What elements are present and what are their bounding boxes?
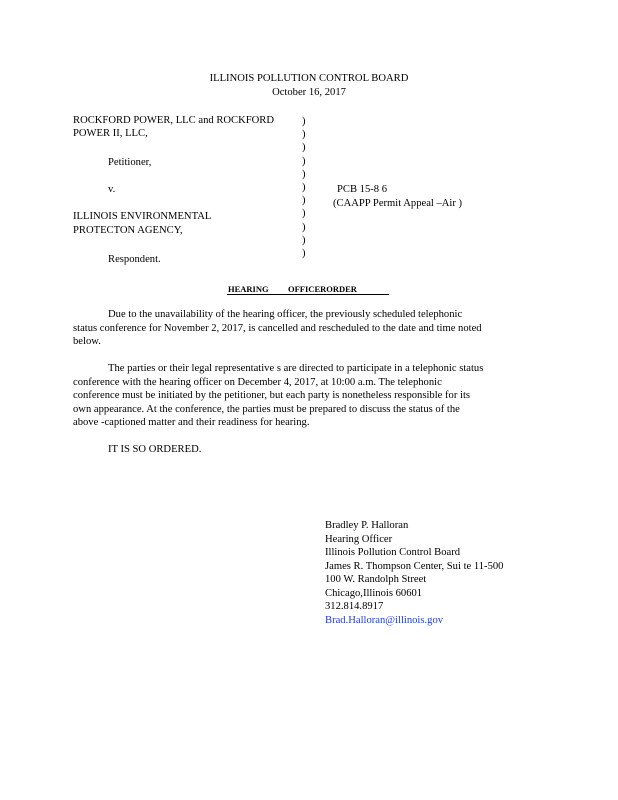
bracket-paren: )	[302, 142, 306, 154]
bracket-paren: )	[302, 181, 306, 193]
signature-block	[325, 519, 503, 627]
caption-bracket	[302, 115, 312, 260]
signer-name: Bradley P. Halloran	[325, 520, 409, 531]
title-underline	[227, 294, 389, 295]
case-number: PCB 15-8 6	[337, 184, 388, 195]
bracket-paren: )	[302, 168, 306, 180]
bracket-paren: )	[302, 195, 306, 207]
bracket-paren: )	[302, 234, 306, 246]
respondent-name-line1: ILLINOIS ENVIRONMENTAL	[73, 211, 212, 222]
bracket-paren: )	[302, 155, 306, 167]
paragraph-line: above -captioned matter and their readiness for hearing.	[73, 417, 310, 429]
order-date: October 16, 2017	[272, 87, 346, 98]
petitioner-label: Petitioner,	[108, 157, 152, 168]
paragraph-line: conference must be initiated by the petitioner, but each party is nonetheless responsible for its	[73, 390, 471, 402]
order-title-part1: HEARING	[228, 284, 269, 294]
signer-building: James R. Thompson Center, Sui te 11-500	[325, 560, 504, 572]
versus-label: v.	[108, 184, 116, 195]
paragraph-line: The parties or their legal representative s are directed to participate in a telephonic status	[108, 363, 484, 374]
bracket-paren: )	[302, 116, 306, 127]
order-title-part2: OFFICERORDER	[288, 284, 357, 294]
petitioner-name-line2: POWER II, LLC,	[73, 128, 148, 139]
signer-street: 100 W. Randolph Street	[325, 574, 427, 585]
paragraph-line: below.	[73, 336, 101, 348]
bracket-paren: )	[302, 247, 306, 259]
paragraph-line: Due to the unavailability of the hearing officer, the previously scheduled telephonic	[108, 309, 463, 320]
signer-email-link[interactable]: Brad.Halloran@illinois.gov	[325, 614, 444, 626]
respondent-name-line2: PROTECTON AGENCY,	[73, 225, 183, 236]
bracket-paren: )	[302, 129, 306, 141]
signer-title: Hearing Officer	[325, 533, 393, 545]
closing-statement: IT IS SO ORDERED.	[108, 444, 202, 455]
paragraph-directions	[73, 362, 543, 430]
paragraph-line: conference with the hearing officer on December 4, 2017, at 10:00 a.m. The telephonic	[73, 376, 442, 388]
case-type: (CAAPP Permit Appeal –Air )	[333, 198, 463, 209]
petitioner-name-line1: ROCKFORD POWER, LLC and ROCKFORD	[73, 115, 275, 126]
paragraph-cancellation	[73, 308, 543, 349]
bracket-paren: )	[302, 221, 306, 233]
signer-city: Chicago,Illinois 60601	[325, 587, 423, 599]
board-name: ILLINOIS POLLUTION CONTROL BOARD	[209, 73, 409, 84]
signer-agency: Illinois Pollution Control Board	[325, 547, 461, 558]
paragraph-line: own appearance. At the conference, the parties must be prepared to discuss the status of the	[73, 403, 460, 415]
bracket-paren: )	[302, 208, 306, 220]
respondent-label: Respondent.	[108, 254, 161, 265]
signer-phone: 312.814.8917	[325, 601, 384, 612]
paragraph-line: status conference for November 2, 2017, is cancelled and rescheduled to the date and time noted	[73, 322, 482, 334]
